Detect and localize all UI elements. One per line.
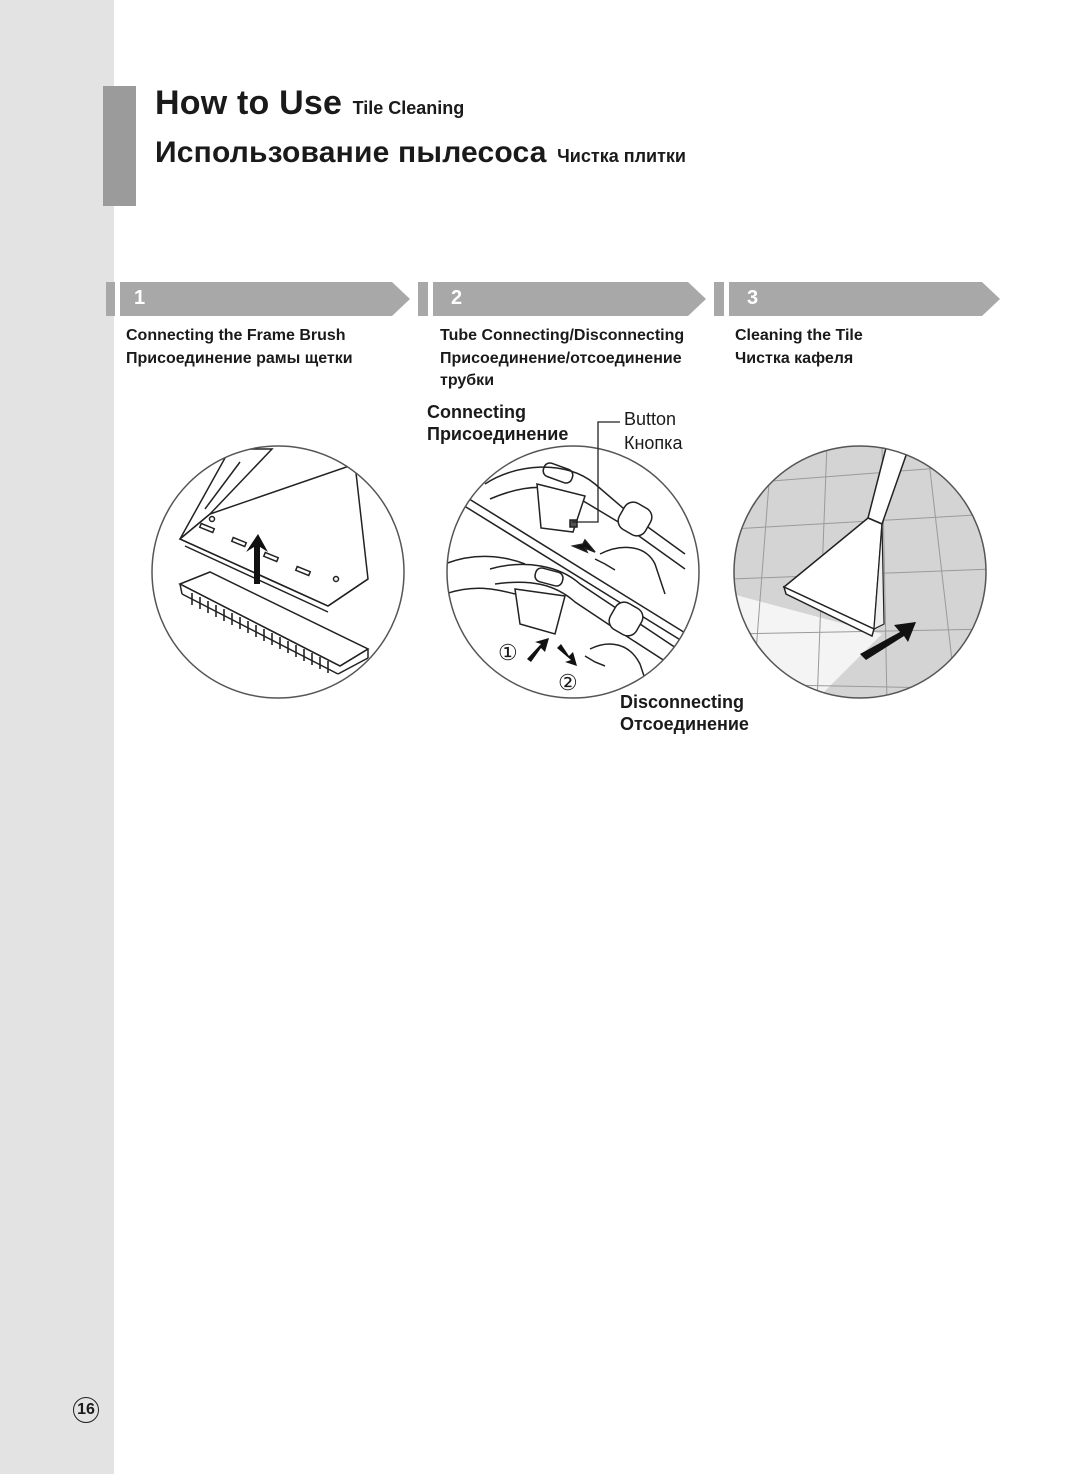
connecting-label-en: Connecting <box>427 402 526 422</box>
disconnecting-label-en: Disconnecting <box>620 692 745 712</box>
step-2-number: 2 <box>451 287 463 309</box>
step-1-title-en: Connecting the Frame Brush <box>126 327 346 344</box>
step-2-title-ru-line2: трубки <box>440 372 495 389</box>
button-label-en: Button <box>624 409 677 429</box>
step-3-number: 3 <box>747 287 759 309</box>
side-strip <box>0 0 114 1474</box>
title-en: How to Use <box>155 84 343 122</box>
step-2-title-ru: Присоединение/отсоединение <box>440 349 682 367</box>
frame-brush-illustration <box>150 444 410 704</box>
step-3-title-en: Cleaning the Tile <box>735 327 863 344</box>
marker-1: ① <box>498 640 518 665</box>
tile-cleaning-illustration <box>732 444 992 704</box>
button-label-ru: Кнопка <box>624 433 683 453</box>
step-3-title <box>735 325 863 370</box>
page-title-ru <box>155 136 686 170</box>
subtitle-en: Tile Cleaning <box>352 98 465 118</box>
step-1-number: 1 <box>134 287 146 309</box>
step-2-title-en: Tube Connecting/Disconnecting <box>440 327 685 344</box>
page-number: 16 <box>73 1397 99 1423</box>
title-ru: Использование пылесоса <box>155 136 547 169</box>
disconnecting-label-ru: Отсоединение <box>620 714 749 734</box>
subtitle-ru: Чистка плитки <box>557 146 686 166</box>
step-1-banner <box>106 282 411 316</box>
step-3-title-ru: Чистка кафеля <box>735 349 854 367</box>
step-1-title <box>126 325 353 370</box>
step-2-banner <box>418 282 708 316</box>
step-2-title <box>440 325 684 393</box>
step-1-title-ru: Присоединение рамы щетки <box>126 349 353 367</box>
page-title-en <box>155 84 464 123</box>
marker-2: ② <box>558 670 578 695</box>
title-accent-bar <box>103 86 136 206</box>
step-3-banner <box>714 282 1004 316</box>
button-callout-line <box>560 418 620 528</box>
connecting-label-ru: Присоединение <box>427 424 569 444</box>
